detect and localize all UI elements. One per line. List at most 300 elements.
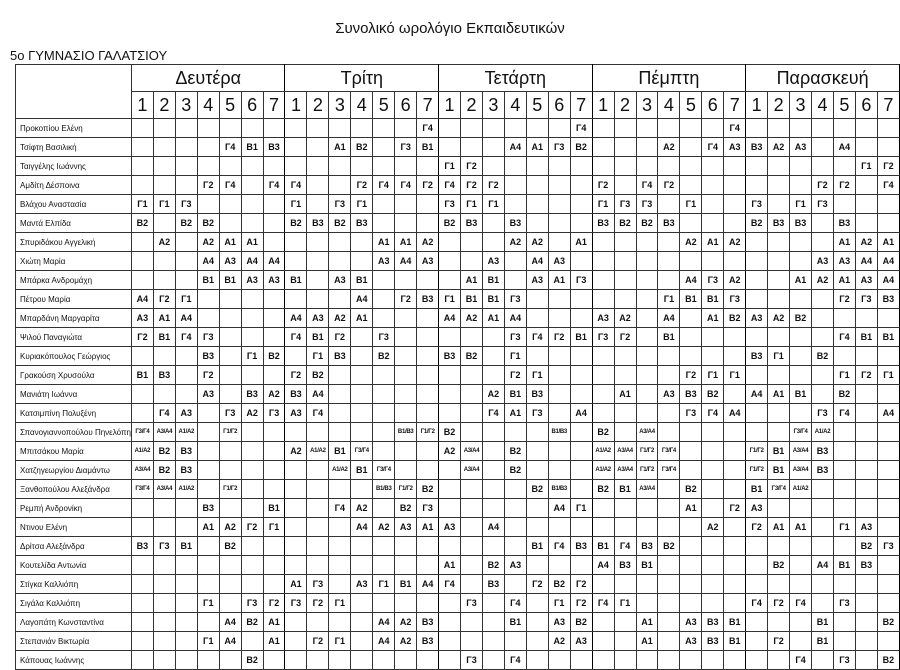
schedule-cell (439, 499, 461, 518)
schedule-cell: Α2 (658, 138, 680, 157)
schedule-cell (658, 556, 680, 575)
schedule-cell: Β2 (592, 480, 614, 499)
schedule-cell (702, 499, 724, 518)
schedule-cell (263, 195, 285, 214)
schedule-cell (790, 537, 812, 556)
teacher-name: Μπιτσάκου Μαρία (16, 442, 132, 461)
schedule-cell (526, 157, 548, 176)
schedule-cell: Α2 (395, 632, 417, 651)
teacher-name: Σιγάλα Καλλιόπη (16, 594, 132, 613)
schedule-cell (592, 613, 614, 632)
schedule-cell (439, 537, 461, 556)
schedule-cell: Α1 (482, 309, 504, 328)
schedule-cell: Β3 (702, 613, 724, 632)
schedule-cell (307, 138, 329, 157)
schedule-cell (855, 632, 877, 651)
schedule-cell (351, 347, 373, 366)
schedule-cell (570, 385, 592, 404)
day-header: Πέμπτη (592, 65, 746, 92)
schedule-cell: Β2 (614, 214, 636, 233)
schedule-cell: Γ1/Γ2 (636, 442, 658, 461)
schedule-cell: Β3 (833, 214, 855, 233)
schedule-cell (439, 461, 461, 480)
schedule-cell: Γ1 (570, 499, 592, 518)
schedule-cell (395, 651, 417, 670)
schedule-cell: Α2 (241, 404, 263, 423)
schedule-cell (877, 423, 899, 442)
schedule-cell (614, 499, 636, 518)
schedule-cell (285, 119, 307, 138)
schedule-cell (351, 651, 373, 670)
teacher-row (16, 518, 900, 537)
schedule-cell (855, 309, 877, 328)
schedule-cell: Α2 (855, 233, 877, 252)
schedule-cell (307, 252, 329, 271)
period-header: 4 (197, 92, 219, 119)
schedule-cell (636, 651, 658, 670)
schedule-cell (592, 271, 614, 290)
schedule-cell (592, 575, 614, 594)
schedule-cell (548, 366, 570, 385)
schedule-cell (175, 594, 197, 613)
schedule-cell: Γ1 (790, 195, 812, 214)
schedule-cell: Α1 (373, 233, 395, 252)
schedule-cell: Γ3 (877, 537, 899, 556)
schedule-cell: Γ2 (197, 176, 219, 195)
schedule-cell: Β1 (768, 442, 790, 461)
schedule-cell: Β1 (351, 461, 373, 480)
schedule-cell (570, 309, 592, 328)
schedule-cell: Γ4 (833, 404, 855, 423)
schedule-cell (592, 290, 614, 309)
schedule-cell (482, 461, 504, 480)
schedule-cell: Β1 (877, 328, 899, 347)
schedule-cell: Β2 (570, 613, 592, 632)
schedule-cell (307, 499, 329, 518)
schedule-cell (373, 290, 395, 309)
schedule-cell (570, 195, 592, 214)
schedule-cell: Γ1 (197, 594, 219, 613)
schedule-cell: Β2 (131, 214, 153, 233)
schedule-cell (219, 575, 241, 594)
schedule-cell: Α1 (395, 233, 417, 252)
schedule-cell: Γ2 (461, 176, 483, 195)
teacher-name: Κυριακόπουλος Γεώργιος (16, 347, 132, 366)
day-header: Τετάρτη (439, 65, 593, 92)
schedule-cell (439, 613, 461, 632)
schedule-cell: Γ3 (263, 404, 285, 423)
period-header: 3 (175, 92, 197, 119)
schedule-cell: Α1 (877, 233, 899, 252)
schedule-cell (636, 328, 658, 347)
schedule-cell (461, 556, 483, 575)
schedule-cell (504, 252, 526, 271)
schedule-cell: Α3 (746, 499, 768, 518)
schedule-cell (855, 385, 877, 404)
teacher-row (16, 138, 900, 157)
schedule-cell (570, 442, 592, 461)
schedule-cell (702, 328, 724, 347)
schedule-cell: Α4 (285, 309, 307, 328)
schedule-cell: Β3 (439, 347, 461, 366)
schedule-cell (197, 309, 219, 328)
schedule-cell (548, 214, 570, 233)
schedule-cell (417, 271, 439, 290)
schedule-cell: Α1 (702, 233, 724, 252)
schedule-cell (197, 613, 219, 632)
schedule-cell (351, 480, 373, 499)
schedule-cell: Β1 (482, 271, 504, 290)
schedule-cell: Α3 (351, 575, 373, 594)
schedule-cell: Α4 (351, 290, 373, 309)
schedule-cell (461, 632, 483, 651)
schedule-cell: Γ1 (351, 195, 373, 214)
schedule-cell (131, 575, 153, 594)
schedule-cell: Α1 (461, 271, 483, 290)
schedule-cell (877, 309, 899, 328)
schedule-cell (504, 271, 526, 290)
schedule-cell (790, 499, 812, 518)
schedule-cell (768, 404, 790, 423)
schedule-cell: Α3 (680, 613, 702, 632)
schedule-cell (702, 556, 724, 575)
schedule-cell (680, 119, 702, 138)
schedule-cell: Γ1 (504, 347, 526, 366)
schedule-cell (812, 537, 834, 556)
schedule-cell (285, 556, 307, 575)
schedule-cell (614, 119, 636, 138)
teacher-row (16, 461, 900, 480)
schedule-cell (329, 385, 351, 404)
schedule-cell (680, 594, 702, 613)
schedule-cell: Β3 (241, 385, 263, 404)
schedule-cell: Γ2 (833, 290, 855, 309)
schedule-cell: Γ1 (131, 195, 153, 214)
period-header: 2 (153, 92, 175, 119)
schedule-cell: Γ2 (417, 176, 439, 195)
schedule-cell: Β1 (680, 290, 702, 309)
schedule-cell (263, 309, 285, 328)
schedule-cell (548, 556, 570, 575)
schedule-cell (592, 252, 614, 271)
schedule-cell (548, 290, 570, 309)
schedule-cell (461, 252, 483, 271)
schedule-cell: Α1/Α2 (592, 442, 614, 461)
schedule-cell (570, 480, 592, 499)
schedule-cell: Γ2 (461, 157, 483, 176)
schedule-cell: Γ4 (790, 594, 812, 613)
schedule-cell: Β3 (482, 575, 504, 594)
schedule-cell: Α3 (175, 404, 197, 423)
schedule-cell: Γ3/Γ4 (658, 461, 680, 480)
teacher-name: Αμδίτη Δέσποινα (16, 176, 132, 195)
teacher-row (16, 328, 900, 347)
schedule-cell (636, 309, 658, 328)
schedule-cell (855, 442, 877, 461)
schedule-cell (241, 176, 263, 195)
schedule-cell (658, 119, 680, 138)
schedule-cell (504, 499, 526, 518)
schedule-cell: Γ4 (570, 119, 592, 138)
schedule-cell: Γ2 (548, 328, 570, 347)
schedule-cell: Γ3 (197, 328, 219, 347)
teacher-name: Γρακούση Χρυσούλα (16, 366, 132, 385)
schedule-cell (877, 195, 899, 214)
schedule-cell (307, 271, 329, 290)
schedule-cell (790, 347, 812, 366)
period-header: 5 (526, 92, 548, 119)
schedule-cell (373, 499, 395, 518)
teacher-name: Λαγοπάτη Κωνσταντίνα (16, 613, 132, 632)
teacher-row (16, 651, 900, 670)
schedule-cell (702, 461, 724, 480)
schedule-cell (285, 347, 307, 366)
schedule-cell: Γ2 (197, 366, 219, 385)
schedule-cell: Β2 (526, 480, 548, 499)
schedule-cell: Α1 (526, 138, 548, 157)
schedule-cell (812, 366, 834, 385)
schedule-cell (592, 233, 614, 252)
schedule-cell: Β2 (263, 347, 285, 366)
schedule-cell: Γ1 (833, 366, 855, 385)
schedule-cell: Γ3 (504, 328, 526, 347)
schedule-cell (702, 176, 724, 195)
schedule-cell (482, 157, 504, 176)
schedule-cell (417, 157, 439, 176)
schedule-cell: Γ1 (526, 366, 548, 385)
schedule-cell (263, 233, 285, 252)
schedule-cell (680, 442, 702, 461)
schedule-cell: Α3/Α4 (636, 423, 658, 442)
schedule-cell: Α1 (833, 271, 855, 290)
schedule-cell: Α4 (680, 271, 702, 290)
schedule-cell (877, 385, 899, 404)
schedule-cell: Γ3 (614, 195, 636, 214)
schedule-cell (592, 632, 614, 651)
teacher-name: Μπάρκα Ανδρομάχη (16, 271, 132, 290)
schedule-cell: Α1 (636, 613, 658, 632)
schedule-cell (614, 423, 636, 442)
teacher-row (16, 575, 900, 594)
teacher-name: Ταιγγέλης Ιωάννης (16, 157, 132, 176)
schedule-cell (724, 556, 746, 575)
schedule-cell (153, 556, 175, 575)
schedule-cell (153, 518, 175, 537)
schedule-cell: Γ1/Γ2 (746, 461, 768, 480)
schedule-cell (724, 423, 746, 442)
schedule-cell: Γ3 (461, 594, 483, 613)
schedule-cell (482, 632, 504, 651)
teacher-name: Ντινου Ελένη (16, 518, 132, 537)
schedule-cell: Γ3 (417, 499, 439, 518)
schedule-cell: Α1/Α2 (131, 442, 153, 461)
schedule-cell: Α1 (790, 518, 812, 537)
schedule-cell (833, 461, 855, 480)
schedule-cell (241, 214, 263, 233)
schedule-cell: Γ2 (746, 518, 768, 537)
teacher-name: Ξανθοπούλου Αλεξάνδρα (16, 480, 132, 499)
schedule-cell (197, 575, 219, 594)
schedule-cell (548, 442, 570, 461)
schedule-cell (285, 233, 307, 252)
schedule-cell (614, 404, 636, 423)
schedule-cell (263, 290, 285, 309)
schedule-cell: Γ1 (373, 575, 395, 594)
schedule-cell (746, 290, 768, 309)
schedule-cell (877, 119, 899, 138)
schedule-cell: Β3 (812, 461, 834, 480)
schedule-cell: Α3/Α4 (461, 442, 483, 461)
schedule-cell: Γ3 (746, 195, 768, 214)
schedule-cell (373, 651, 395, 670)
schedule-cell (285, 537, 307, 556)
schedule-cell (329, 252, 351, 271)
schedule-cell (790, 404, 812, 423)
schedule-cell (395, 366, 417, 385)
schedule-cell: Β3 (680, 385, 702, 404)
schedule-cell (461, 385, 483, 404)
schedule-cell (548, 157, 570, 176)
schedule-cell (702, 252, 724, 271)
schedule-cell (153, 594, 175, 613)
schedule-cell (241, 575, 263, 594)
schedule-cell (812, 385, 834, 404)
schedule-cell: Γ4 (285, 176, 307, 195)
schedule-cell (636, 499, 658, 518)
period-header: 7 (263, 92, 285, 119)
schedule-cell (285, 613, 307, 632)
schedule-cell (351, 119, 373, 138)
schedule-cell: Β2 (329, 214, 351, 233)
schedule-cell (526, 651, 548, 670)
schedule-cell: Γ4 (219, 138, 241, 157)
schedule-cell: Α2 (504, 233, 526, 252)
schedule-cell (131, 518, 153, 537)
schedule-cell (833, 157, 855, 176)
schedule-cell (855, 404, 877, 423)
schedule-cell: Β1 (790, 385, 812, 404)
schedule-cell (263, 328, 285, 347)
schedule-cell (417, 347, 439, 366)
schedule-cell (790, 176, 812, 195)
schedule-cell: Β1 (461, 290, 483, 309)
schedule-cell: Β3 (153, 366, 175, 385)
schedule-cell (746, 176, 768, 195)
teacher-row (16, 290, 900, 309)
schedule-cell: Β1 (504, 385, 526, 404)
schedule-cell (153, 119, 175, 138)
schedule-cell (285, 252, 307, 271)
period-header: 2 (768, 92, 790, 119)
schedule-cell: Β1 (526, 537, 548, 556)
schedule-cell: Γ3 (833, 651, 855, 670)
schedule-cell (877, 518, 899, 537)
schedule-cell (614, 233, 636, 252)
schedule-cell: Γ3 (833, 594, 855, 613)
schedule-cell (219, 499, 241, 518)
schedule-cell (307, 480, 329, 499)
schedule-cell (241, 461, 263, 480)
schedule-cell (373, 423, 395, 442)
schedule-cell (219, 442, 241, 461)
teacher-row (16, 632, 900, 651)
schedule-cell: Γ3 (636, 195, 658, 214)
schedule-cell (570, 290, 592, 309)
schedule-cell: Γ2 (263, 594, 285, 613)
schedule-cell (351, 423, 373, 442)
schedule-cell: Α4 (877, 252, 899, 271)
schedule-cell: Β1 (131, 366, 153, 385)
schedule-cell: Γ1 (855, 157, 877, 176)
schedule-cell (526, 632, 548, 651)
schedule-cell (746, 632, 768, 651)
schedule-cell (175, 157, 197, 176)
schedule-cell (461, 423, 483, 442)
schedule-cell (329, 518, 351, 537)
schedule-cell (614, 518, 636, 537)
schedule-cell: Α1/Α2 (790, 480, 812, 499)
schedule-cell (153, 575, 175, 594)
schedule-cell: Α2 (219, 518, 241, 537)
schedule-cell: Γ4 (724, 119, 746, 138)
schedule-cell (658, 233, 680, 252)
schedule-cell: Α3/Α4 (153, 480, 175, 499)
schedule-cell (548, 461, 570, 480)
schedule-cell (614, 575, 636, 594)
schedule-cell: Γ4 (439, 575, 461, 594)
schedule-cell (877, 556, 899, 575)
schedule-cell (351, 157, 373, 176)
schedule-cell (351, 233, 373, 252)
schedule-cell (241, 119, 263, 138)
schedule-cell (526, 290, 548, 309)
schedule-cell: Β1 (482, 290, 504, 309)
schedule-cell: Γ3/Γ4 (131, 480, 153, 499)
schedule-cell (680, 651, 702, 670)
schedule-cell: Γ4 (219, 176, 241, 195)
schedule-cell: Α3 (131, 309, 153, 328)
schedule-cell: Α3/Α4 (614, 442, 636, 461)
schedule-cell (197, 442, 219, 461)
schedule-cell (790, 233, 812, 252)
schedule-cell (153, 271, 175, 290)
schedule-cell (219, 461, 241, 480)
schedule-cell (351, 613, 373, 632)
schedule-cell (307, 651, 329, 670)
schedule-cell: Α3 (658, 385, 680, 404)
schedule-cell: Α1 (570, 233, 592, 252)
schedule-cell (373, 385, 395, 404)
schedule-cell (439, 138, 461, 157)
schedule-cell (219, 594, 241, 613)
schedule-cell (307, 556, 329, 575)
schedule-cell (197, 537, 219, 556)
schedule-cell (153, 499, 175, 518)
schedule-cell (131, 119, 153, 138)
schedule-cell: Β1 (241, 138, 263, 157)
schedule-cell (570, 214, 592, 233)
schedule-cell: Α3 (395, 518, 417, 537)
schedule-cell (680, 556, 702, 575)
schedule-cell (461, 575, 483, 594)
schedule-cell: Γ1 (833, 518, 855, 537)
schedule-cell: Α3/Α4 (131, 461, 153, 480)
schedule-cell (877, 575, 899, 594)
schedule-cell (175, 632, 197, 651)
schedule-cell (461, 613, 483, 632)
schedule-cell (833, 613, 855, 632)
schedule-cell: Α4 (417, 575, 439, 594)
